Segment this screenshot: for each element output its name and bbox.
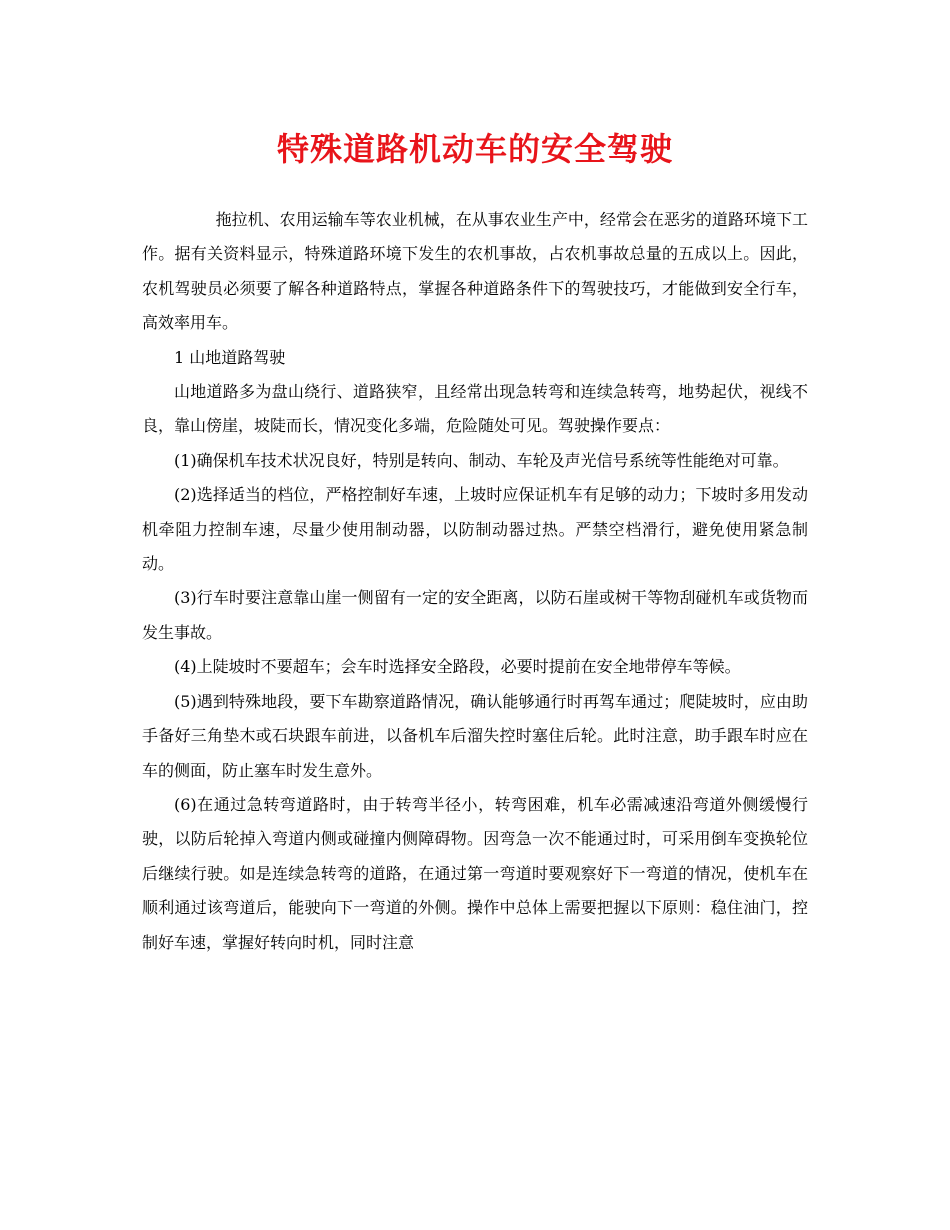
section-heading-mountain-road: 1 山地道路驾驶: [174, 347, 286, 367]
paragraph-point-2: (2)选择适当的档位，严格控制好车速，上坡时应保证机车有足够的动力；下坡时多用发动机牵阻力控制车速，尽量少使用制动器，以防制动器过热。严禁空档滑行，避免使用紧急制动。: [142, 485, 808, 574]
paragraph-point-3: (3)行车时要注意靠山崖一侧留有一定的安全距离，以防石崖或树干等物刮碰机车或货物而发生事故。: [142, 588, 808, 642]
intro-paragraph: 拖拉机、农用运输车等农业机械，在从事农业生产中，经常会在恶劣的道路环境下工作。据有关资料显示，特殊道路环境下发生的农机事故，占农机事故总量的五成以上。因此，农机驾驶员必须要了解各种道路特点，掌握各种道路条件下的驾驶技巧，才能做到安全行车，高效率用车。: [142, 210, 808, 333]
paragraph-point-5: (5)遇到特殊地段，要下车勘察道路情况，确认能够通行时再驾车通过；爬陡坡时，应由助手备好三角垫木或石块跟车前进，以备机车后溜失控时塞住后轮。此时注意，助手跟车时应在车的侧面，防止塞车时发生意外。: [142, 691, 808, 780]
paragraph-point-6: (6)在通过急转弯道路时，由于转弯半径小，转弯困难，机车必需减速沿弯道外侧缓慢行驶，以防后轮掉入弯道内侧或碰撞内侧障碍物。因弯急一次不能通过时，可采用倒车变换轮位后继续行驶。如是连续急转弯的道路，在通过第一弯道时要观察好下一弯道的情况，使机车在顺利通过该弯道后，能驶向下一弯道的外侧。操作中总体上需要把握以下原则：稳住油门，控制好车速，掌握好转向时机，同时注意: [142, 794, 808, 952]
document-title: 特殊道路机动车的安全驾驶: [276, 130, 673, 168]
paragraph-point-1: (1)确保机车技术状况良好，特别是转向、制动、车轮及声光信号系统等性能绝对可靠。: [174, 450, 789, 470]
paragraph-mountain-road-overview: 山地道路多为盘山绕行、道路狭窄，且经常出现急转弯和连续急转弯，地势起伏，视线不良，靠山傍崖，坡陡而长，情况变化多端，危险随处可见。驾驶操作要点：: [142, 382, 808, 436]
paragraph-point-4: (4)上陡坡时不要超车；会车时选择安全路段，必要时提前在安全地带停车等候。: [174, 657, 741, 677]
document-body: [142, 203, 808, 960]
